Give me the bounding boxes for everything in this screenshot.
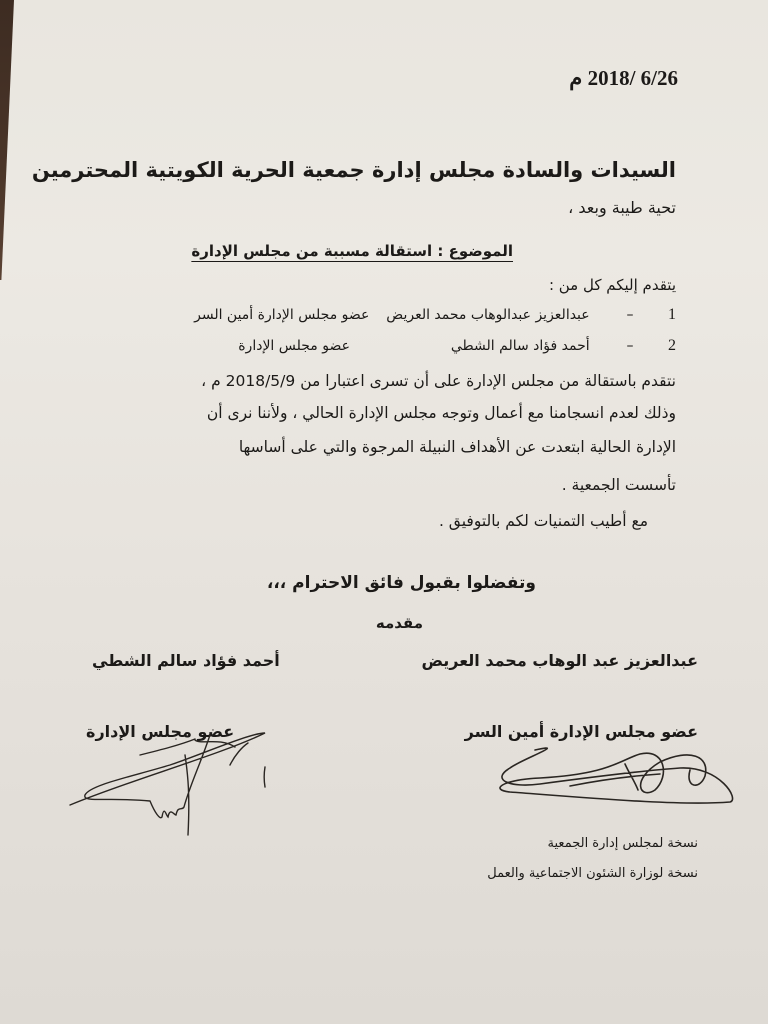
closing-line: وتفضلوا بقبول فائق الاحترام ،،، (266, 573, 536, 593)
signature-1-icon (480, 740, 750, 810)
body-line-3: الإدارة الحالية ابتعدت عن الأهداف النبيلة المرجوة والتي على أساسها (238, 438, 676, 456)
letter-date: 6/26 /2018 م (569, 66, 678, 90)
body-line-2: وذلك لعدم انسجامنا مع أعمال وتوجه مجلس الإدارة الحالي ، ولأننا نرى أن (206, 404, 676, 422)
signature-2-icon (70, 725, 270, 840)
signatory-1-name: عبدالعزيز عبد الوهاب محمد العريض (421, 651, 698, 670)
member-role: عضو مجلس الإدارة أمين السر (194, 307, 370, 323)
subject-line: الموضوع : استقالة مسببة من مجلس الإدارة (191, 242, 513, 260)
wishes-line: مع أطيب التمنيات لكم بالتوفيق . (438, 512, 648, 530)
member-role: عضو مجلس الإدارة (238, 338, 350, 354)
member-item-2 (238, 337, 676, 355)
body-line-1: نتقدم باستقالة من مجلس الإدارة على أن تسرى اعتبارا من 2018/5/9 م ، (201, 372, 676, 390)
member-name: أحمد فؤاد سالم الشطي (450, 338, 590, 354)
presenter-label: مقدمه (375, 614, 423, 632)
signatory-2-name: أحمد فؤاد سالم الشطي (92, 651, 280, 670)
copy-line-1: نسخة لمجلس إدارة الجمعية (547, 836, 698, 851)
signatory-2-role: عضو مجلس الإدارة (86, 722, 235, 741)
greeting-line: تحية طيبة وبعد ، (568, 198, 676, 217)
member-name: عبدالعزيز عبدالوهاب محمد العريض (386, 307, 590, 323)
member-number: 2 (668, 337, 676, 354)
member-number: 1 (668, 306, 676, 323)
member-dash: – (626, 338, 634, 354)
addressee-line: السيدات والسادة مجلس إدارة جمعية الحرية الكويتية المحترمين (31, 158, 676, 182)
member-dash: – (626, 307, 634, 323)
signatory-1-role: عضو مجلس الإدارة أمين السر (464, 722, 698, 741)
member-item-1 (194, 306, 676, 324)
intro-line: يتقدم إليكم كل من : (548, 276, 676, 294)
body-line-4: تأسست الجمعية . (561, 476, 676, 494)
copy-line-2: نسخة لوزارة الشئون الاجتماعية والعمل (487, 866, 698, 881)
